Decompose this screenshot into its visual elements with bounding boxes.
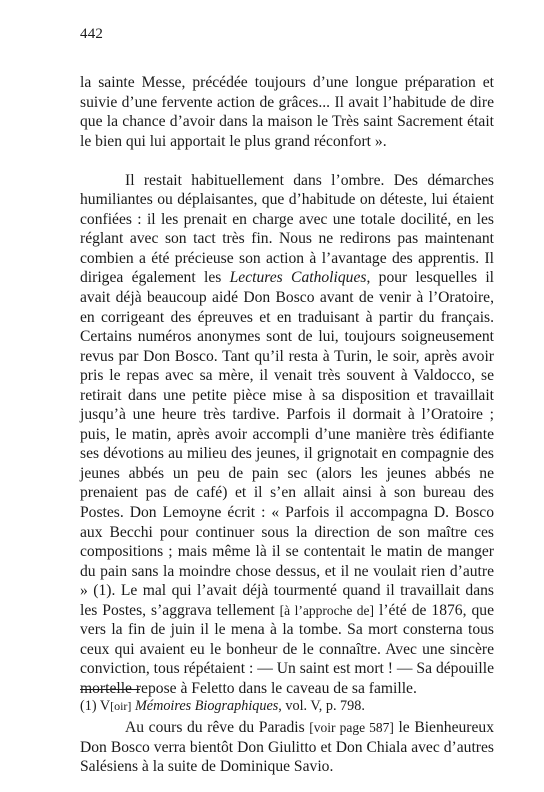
footnote-marker: (1) V: [80, 698, 111, 714]
paragraph-text-part: , pour lesquelles il avait déjà beaucoup aidé Don Bosco avant de venir à l’Oratoire, en corrigeant des épreuves et en traduisant à partir du français. Certains numéros anonymes sont de lui, toujours soigneusement revus par Don Bosco. Tant qu’il resta à Turin, le soir, après avoir pris le repas avec sa mère, il venait très souvent à Valdocco, se retirait dans une petite pièce mise à sa disposition et travaillait jusqu’à une heure très tardive. Parfois il dormait à l’Oratoire ; puis, le matin, après avoir accompli d’une manière très édifiante ses dévotions au milieu des jeunes, il grignotait en compagnie des jeunes abbés un peu de pain sec (alors les jeunes abbés ne prenaient pas de café) et il s’en allait ainsi à son bureau des Postes. Don Lemoyne écrit : « Parfois il accompagna D. Bosco aux Becchi pour continuer sous la direction de son maître ces compositions ; mais même là il se contentait le matin de manger du pain sans la moindre chose dessus, et il ne voulait rien d’autre » (1). Le mal qui l’avait déjà tourmenté quand il travaillait dans les Postes, s’aggrava tellement: [80, 269, 494, 619]
footnote-divider: [80, 689, 140, 690]
paragraph-text-part: Au cours du rêve du Paradis: [125, 718, 310, 736]
footnote-reference: , vol. V, p. 798.: [278, 698, 365, 714]
lectures-catholiques-title: Lectures Catholiques: [229, 269, 367, 287]
editorial-insertion: [voir page 587]: [309, 719, 394, 735]
paragraph-text-part: l’été de 1876, que vers la fin de juin il le mena à la tombe. Sa mort consterna tous ceux qui avaient eu le bonheur de le connaître. Avec une sincère conviction, tous répétaient : — Un saint est mort ! — Sa dépouille mortelle repose à Feletto dans le caveau de sa famille.: [80, 601, 494, 697]
paragraph-giulitto-biography: [80, 171, 494, 699]
paragraph-paradise-dream: [80, 718, 494, 777]
editorial-insertion: [à l’approche de]: [279, 602, 375, 618]
footnote: [80, 697, 494, 715]
footnote-book-title: Mémoires Biographiques: [134, 698, 279, 714]
body-text: [80, 73, 494, 777]
paragraph-text-part: le Bienheureux Don Bosco verra bientôt Don Giulitto et Don Chiala avec d’autres Salésiens à la suite de Dominique Savio.: [80, 718, 494, 776]
page-number: 442: [80, 26, 104, 42]
footnote-abbreviation: [oir]: [110, 699, 132, 713]
paragraph-text-part: Il restait habituellement dans l’ombre. Des démarches humiliantes ou déplaisantes, que d’habitude on déteste, lui étaient confiées : il les prenait en charge avec une totale docilité, en les réglant avec son tact très fin. Nous ne redirons pas maintenant combien a été précieuse son action à l’avantage des apprentis. Il dirigea également les: [80, 171, 494, 287]
paragraph-continuation: la sainte Messe, précédée toujours d’une longue préparation et suivie d’une fervente action de grâces... Il avait l’habitude de dire que la chance d’avoir dans la maison le Très saint Sacrement était le bien qui lui apportait le plus grand réconfort ».: [80, 74, 494, 150]
